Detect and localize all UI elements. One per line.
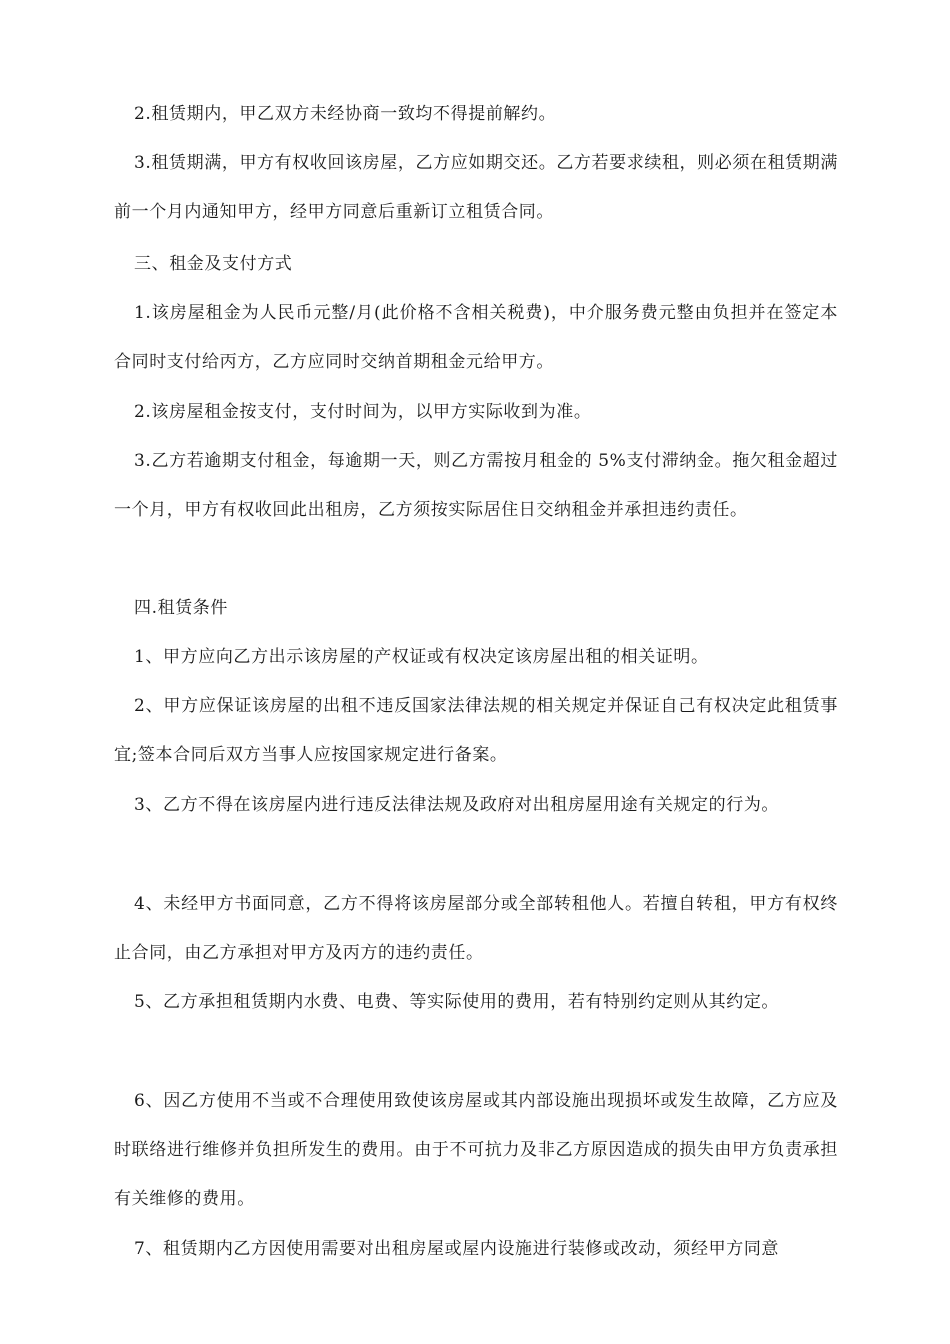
paragraph-term-3: 3.租赁期满，甲方有权收回该房屋，乙方应如期交还。乙方若要求续租，则必须在租赁期满前一个月内通知甲方，经甲方同意后重新订立租赁合同。: [114, 153, 838, 222]
paragraph-rent-1: 1.该房屋租金为人民币元整/月(此价格不含相关税费)，中介服务费元整由负担并在签定本合同时支付给丙方，乙方应同时交纳首期租金元给甲方。: [114, 303, 838, 372]
paragraph-condition-2: 2、甲方应保证该房屋的出租不违反国家法律法规的相关规定并保证自己有权决定此租赁事宜;签本合同后双方当事人应按国家规定进行备案。: [114, 696, 838, 765]
paragraph-condition-7: 7、租赁期内乙方因使用需要对出租房屋或屋内设施进行装修或改动，须经甲方同意: [134, 1239, 780, 1259]
paragraph-term-2: 2.租赁期内，甲乙双方未经协商一致均不得提前解约。: [134, 104, 557, 124]
paragraph-condition-3: 3、乙方不得在该房屋内进行违反法律法规及政府对出租房屋用途有关规定的行为。: [134, 795, 780, 815]
paragraph-condition-4: 4、未经甲方书面同意，乙方不得将该房屋部分或全部转租他人。若擅自转租，甲方有权终止合同，由乙方承担对甲方及丙方的违约责任。: [114, 894, 838, 963]
paragraph-condition-6: 6、因乙方使用不当或不合理使用致使该房屋或其内部设施出现损坏或发生故障，乙方应及时联络进行维修并负担所发生的费用。由于不可抗力及非乙方原因造成的损失由甲方负责承担有关维修的费用。: [114, 1091, 838, 1209]
paragraph-condition-5: 5、乙方承担租赁期内水费、电费、等实际使用的费用，若有特别约定则从其约定。: [134, 992, 780, 1012]
section-heading-rent-payment: 三、租金及支付方式: [134, 254, 293, 274]
paragraph-rent-2: 2.该房屋租金按支付，支付时间为，以甲方实际收到为准。: [134, 402, 592, 422]
paragraph-rent-3: 3.乙方若逾期支付租金，每逾期一天，则乙方需按月租金的 5%支付滞纳金。拖欠租金超过一个月，甲方有权收回此出租房，乙方须按实际居住日交纳租金并承担违约责任。: [114, 451, 838, 520]
section-heading-lease-conditions: 四.租赁条件: [134, 598, 229, 618]
paragraph-condition-1: 1、甲方应向乙方出示该房屋的产权证或有权决定该房屋出租的相关证明。: [134, 647, 709, 667]
